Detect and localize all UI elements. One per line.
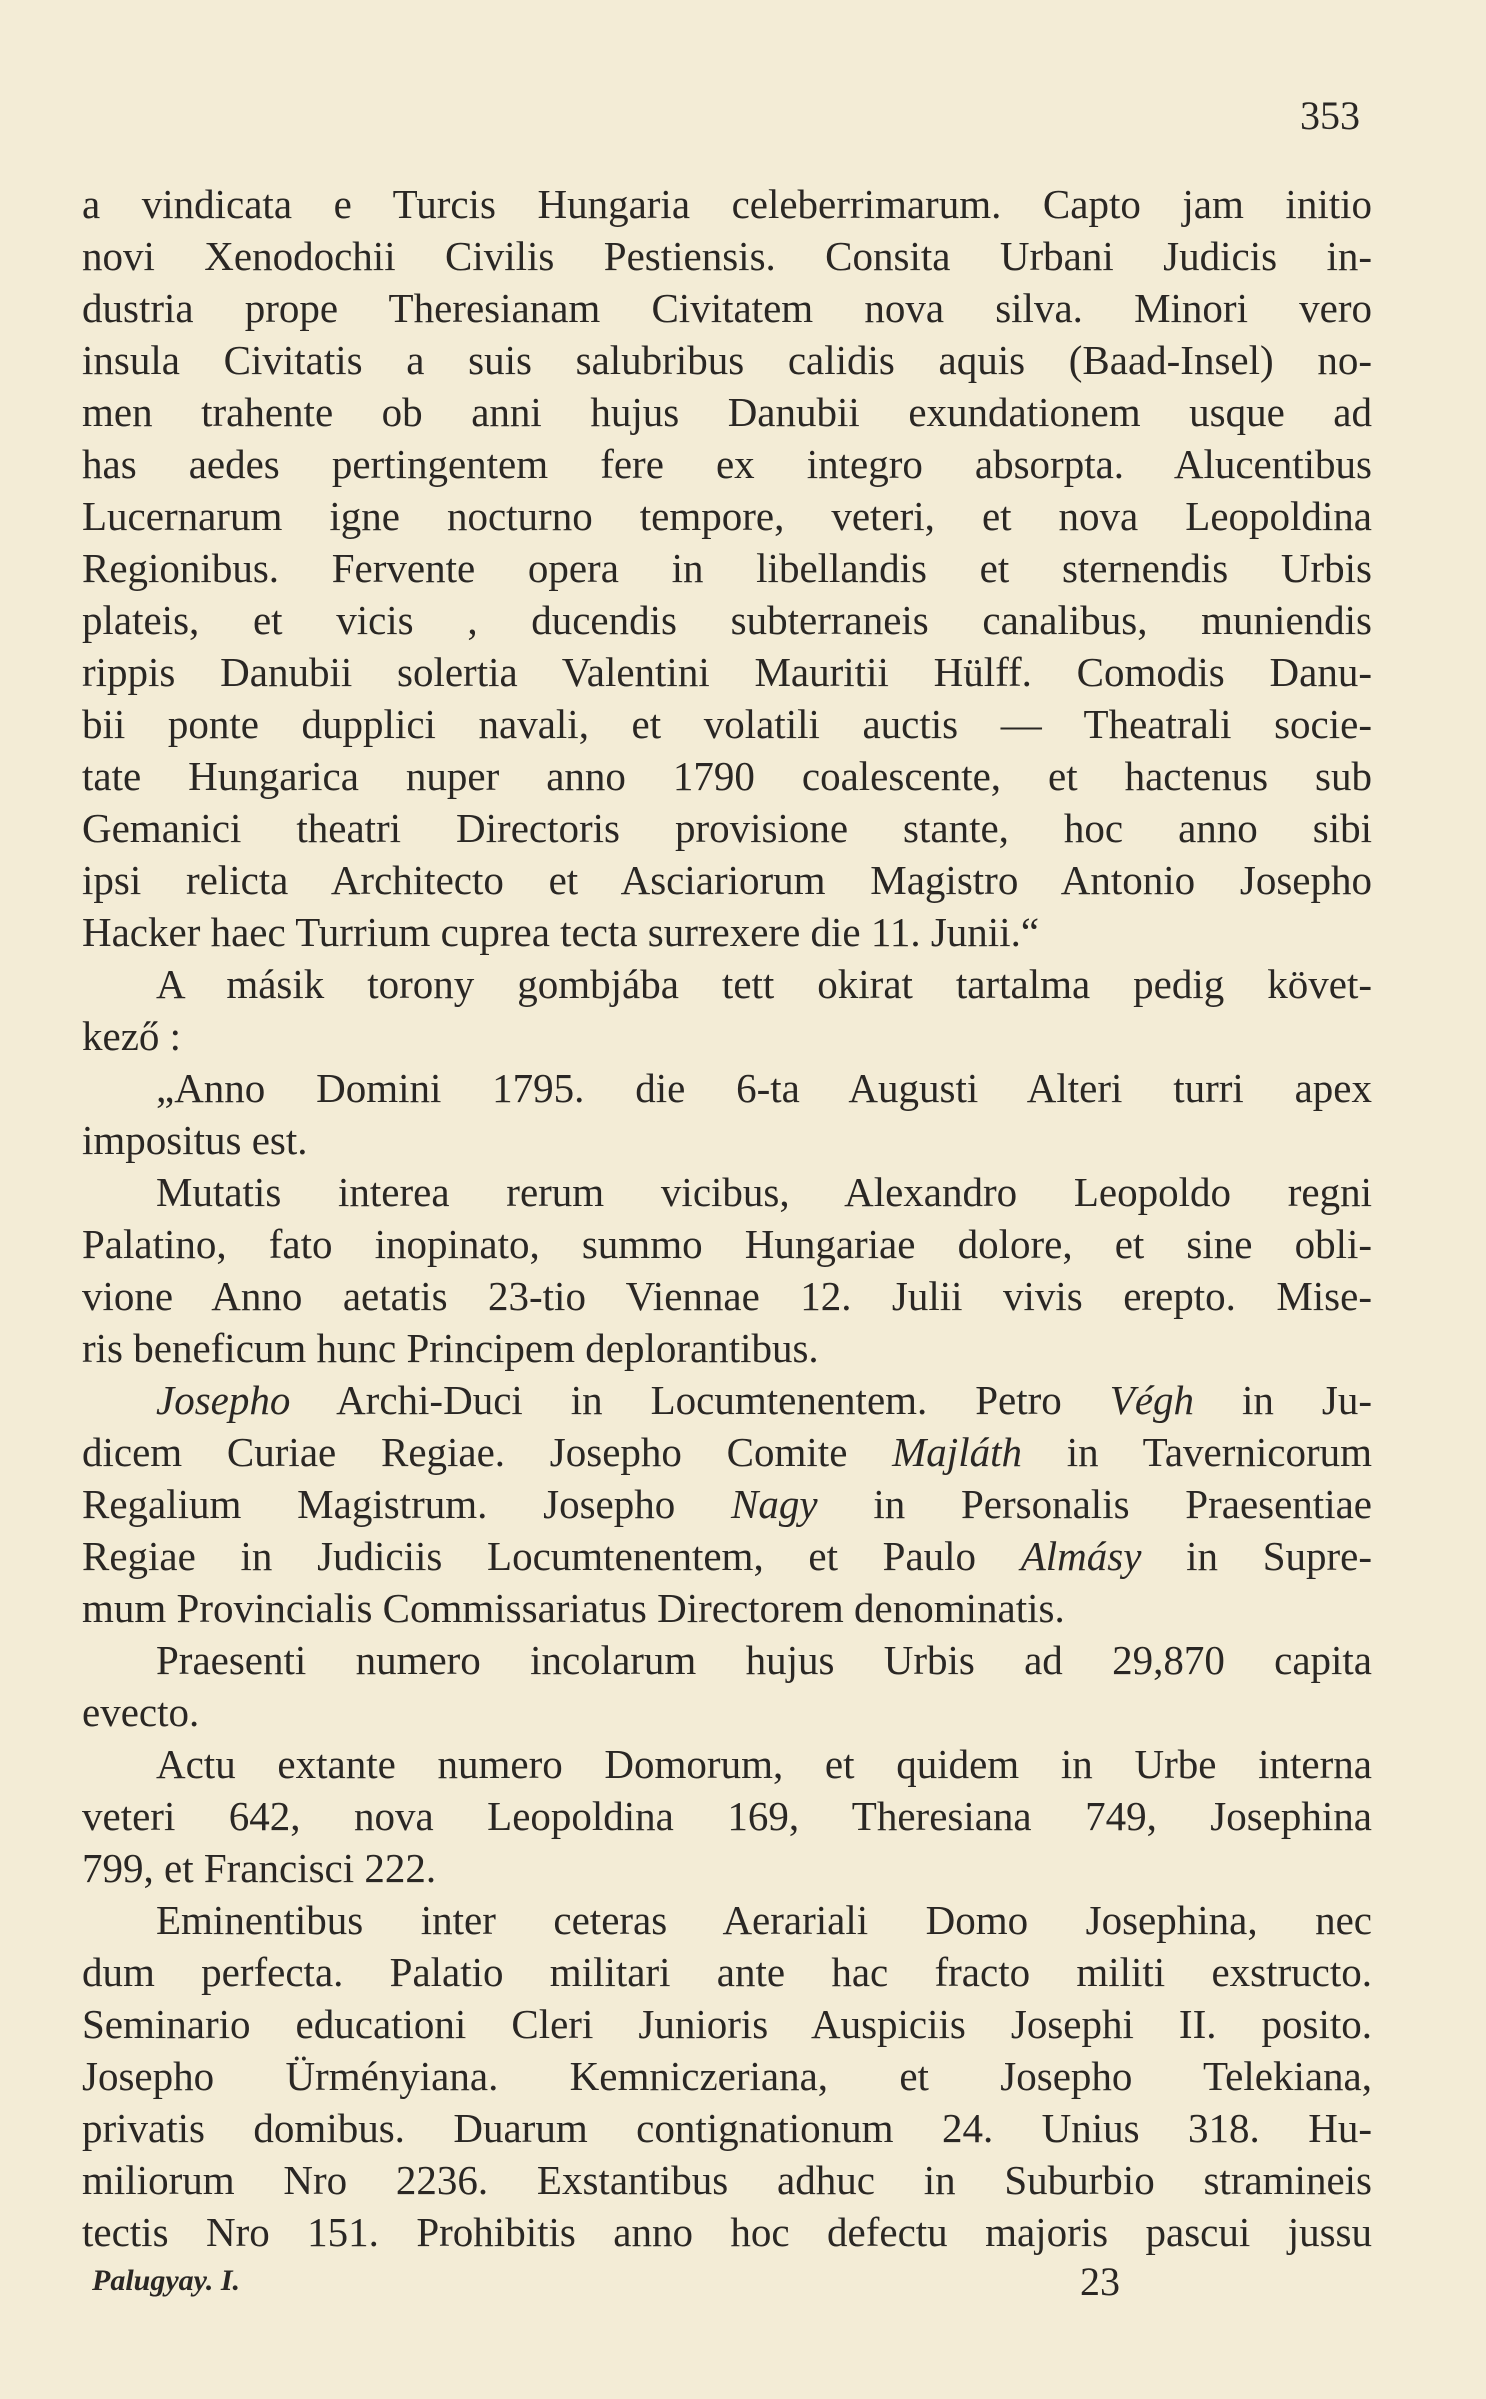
text-line: ris beneficum hunc Principem deplorantibus. <box>82 1325 819 1371</box>
text-line: Regalium Magistrum. Josepho Nagy in Personalis Praesentiae <box>82 1481 1372 1527</box>
text-line: mum Provincialis Commissariatus Directorem denominatis. <box>82 1585 1065 1631</box>
text-line: rippis Danubii solertia Valentini Mauritii Hülff. Comodis Danu- <box>82 649 1372 695</box>
footer-signature: Palugyay. I. <box>92 2264 241 2297</box>
text-line: a vindicata e Turcis Hungaria celeberrimarum. Capto jam initio <box>82 181 1372 227</box>
text-line: veteri 642, nova Leopoldina 169, Theresiana 749, Josephina <box>82 1793 1372 1839</box>
text-line: Josepho Archi-Duci in Locumtenentem. Petro Végh in Ju- <box>156 1377 1373 1423</box>
text-line: Praesenti numero incolarum hujus Urbis ad 29,870 capita <box>156 1637 1372 1683</box>
text-line: Palatino, fato inopinato, summo Hungariae dolore, et sine obli- <box>82 1221 1372 1267</box>
footer-sheet-number: 23 <box>1080 2259 1120 2304</box>
text-line: miliorum Nro 2236. Exstantibus adhuc in Suburbio stramineis <box>82 2157 1372 2203</box>
text-line: dum perfecta. Palatio militari ante hac fracto militi exstructo. <box>82 1949 1372 1995</box>
text-line: ipsi relicta Architecto et Asciariorum Magistro Antonio Josepho <box>82 857 1372 903</box>
text-line: tectis Nro 151. Prohibitis anno hoc defectu majoris pascui jussu <box>82 2209 1372 2255</box>
text-line: Regiae in Judiciis Locumtenentem, et Paulo Almásy in Supre- <box>82 1533 1372 1579</box>
text-line: „Anno Domini 1795. die 6-ta Augusti Alteri turri apex <box>156 1065 1372 1111</box>
text-line: novi Xenodochii Civilis Pestiensis. Consita Urbani Judicis in- <box>82 233 1372 279</box>
text-line: kező : <box>82 1013 182 1059</box>
text-line: vione Anno aetatis 23-tio Viennae 12. Julii vivis erepto. Mise- <box>82 1273 1372 1319</box>
text-line: Mutatis interea rerum vicibus, Alexandro Leopoldo regni <box>156 1169 1372 1215</box>
text-line: Actu extante numero Domorum, et quidem in Urbe interna <box>156 1741 1372 1787</box>
text-line: privatis domibus. Duarum contignationum 24. Unius 318. Hu- <box>82 2105 1372 2151</box>
text-line: insula Civitatis a suis salubribus calidis aquis (Baad-Insel) no- <box>82 337 1372 383</box>
text-line: Josepho Ürményiana. Kemniczeriana, et Josepho Telekiana, <box>82 2053 1372 2099</box>
text-line: impositus est. <box>82 1117 308 1163</box>
text-line: Gemanici theatri Directoris provisione stante, hoc anno sibi <box>82 805 1372 851</box>
text-line: Eminentibus inter ceteras Aerariali Domo Josephina, nec <box>156 1897 1372 1943</box>
text-line: bii ponte dupplici navali, et volatili auctis — Theatrali socie- <box>82 701 1372 747</box>
text-line: Regionibus. Fervente opera in libellandis et sternendis Urbis <box>82 545 1372 591</box>
text-line: tate Hungarica nuper anno 1790 coalescente, et hactenus sub <box>82 753 1372 799</box>
page-number: 353 <box>1300 93 1360 138</box>
text-line: men trahente ob anni hujus Danubii exundationem usque ad <box>82 389 1372 435</box>
text-line: evecto. <box>82 1689 200 1735</box>
body-text <box>82 178 1372 2258</box>
text-line: dustria prope Theresianam Civitatem nova silva. Minori vero <box>82 285 1372 331</box>
text-line: plateis, et vicis , ducendis subterraneis canalibus, muniendis <box>82 597 1372 643</box>
text-line: dicem Curiae Regiae. Josepho Comite Majláth in Tavernicorum <box>82 1429 1373 1475</box>
text-line: Hacker haec Turrium cuprea tecta surrexere die 11. Junii.“ <box>82 909 1040 955</box>
text-line: Seminario educationi Cleri Junioris Auspiciis Josephi II. posito. <box>82 2001 1372 2047</box>
text-line: has aedes pertingentem fere ex integro absorpta. Alucentibus <box>82 441 1372 487</box>
text-line: Lucernarum igne nocturno tempore, veteri, et nova Leopoldina <box>82 493 1372 539</box>
text-line: 799, et Francisci 222. <box>82 1845 437 1891</box>
text-line: A másik torony gombjába tett okirat tartalma pedig követ- <box>156 961 1372 1007</box>
